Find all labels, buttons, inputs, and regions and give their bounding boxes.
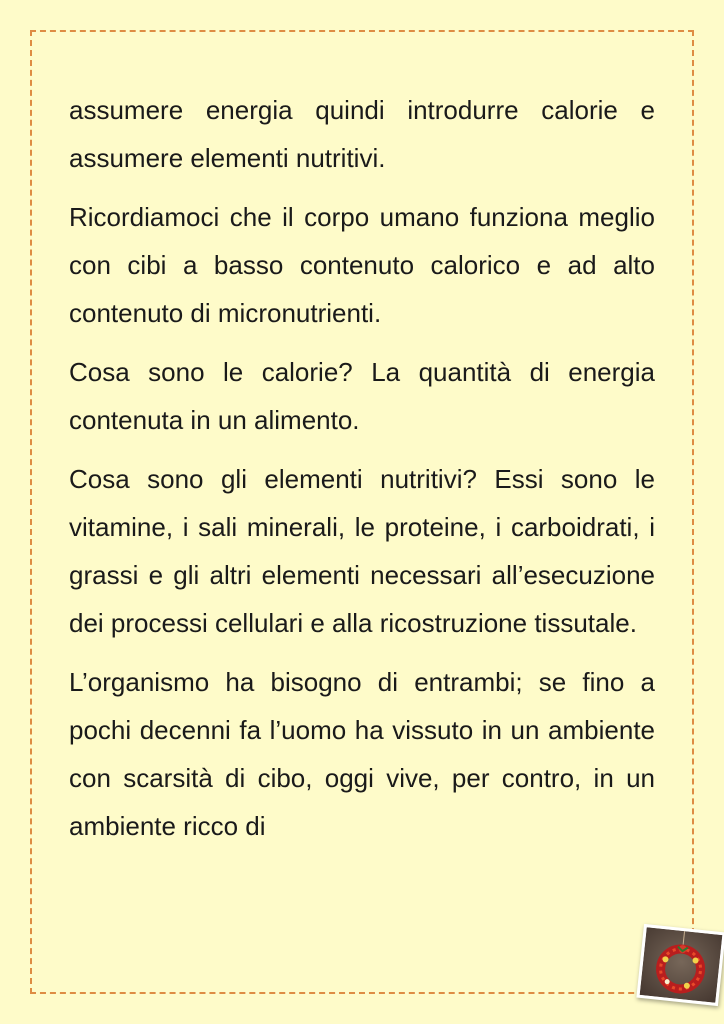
page-body-text — [69, 86, 655, 861]
paragraph-4: Cosa sono gli elementi nutritivi? Essi sono le vitamine, i sali minerali, le proteine, i carboidrati, i grassi e gli altri elementi necessari all’esecuzione dei processi cellulari e alla ricostruzione tissutale. — [69, 464, 655, 638]
wreath-icon — [640, 927, 723, 1003]
paragraph-3: Cosa sono le calorie? La quantità di energia contenuta in un alimento. — [69, 357, 655, 435]
paragraph-2: Ricordiamoci che il corpo umano funziona meglio con cibi a basso contenuto calorico e ad alto contenuto di micronutrienti. — [69, 202, 655, 328]
christmas-wreath-photo — [636, 924, 724, 1006]
paragraph-5: L’organismo ha bisogno di entrambi; se fino a pochi decenni fa l’uomo ha vissuto in un ambiente con scarsità di cibo, oggi vive, per contro, in un ambiente ricco di — [69, 667, 655, 841]
paragraph-1: assumere energia quindi introdurre calorie e assumere elementi nutritivi. — [69, 95, 655, 173]
